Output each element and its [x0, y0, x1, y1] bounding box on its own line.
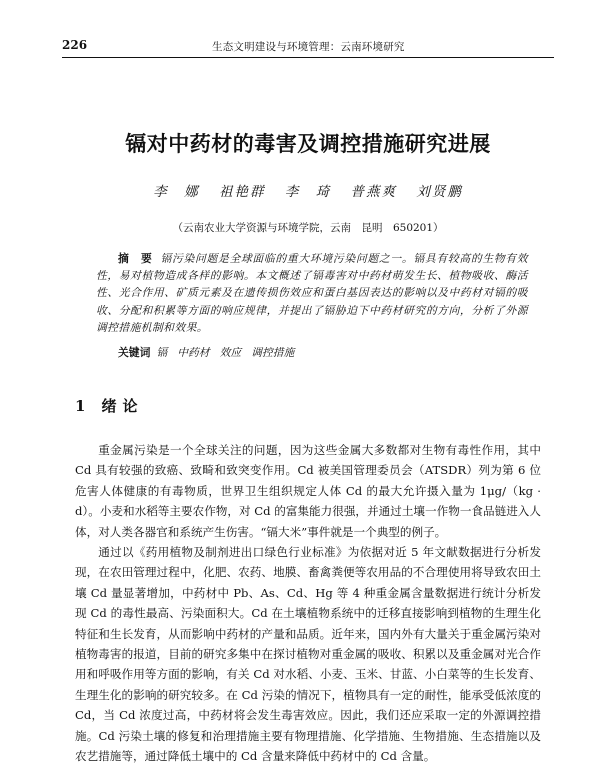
running-title: 生态文明建设与环境管理：云南环境研究	[212, 41, 405, 53]
keyword: 镉	[156, 346, 168, 359]
section-heading	[75, 396, 143, 416]
affiliation: （云南农业大学资源与环境学院，云南 昆明 650201）	[172, 222, 444, 234]
body-text	[75, 440, 541, 767]
keywords-label: 关键词	[118, 346, 151, 359]
paragraph: 通过以《药用植物及制剂进出口绿色行业标准》为依据对近 5 年文献数据进行分析发现，在农田管理过程中，化肥、农药、地膜、畜禽粪便等农用品的不合理使用将导致农田土壤 Cd 量显著增加，中药材中 Pb、As、Cd、Hg 等 4 种重金属含量数据进行统计分析发现 Cd 的毒性最高、污染面积大。Cd 在土壤植物系统中的迁移直接影响到植物的生理生化特征和生长发育，从而影响中药材的产量和品质。近年来，国内外有大量关于重金属污染对植物毒害的报道，目前的研究多集中在探讨植物对重金属的吸收、积累以及重金属对光合作用和呼吸作用等方面的影响，有关 Cd 对水稻、小麦、玉米、甘蓝、小白菜等的生长发育、生理生化的影响的研究较多。在 Cd 污染的情况下，植物具有一定的耐性，能承受低浓度的 Cd，当 Cd 浓度过高，中药材将会发生毒害效应。因此，我们还应采取一定的外源调控措施。Cd 污染土壤的修复和治理措施主要有物理措施、化学措施、生物措施、生态措施以及农艺措施等，通过降低土壤中的 Cd 含量来降低中药材中的 Cd 含量。	[75, 545, 541, 764]
abstract-label: 摘 要	[118, 252, 153, 265]
section-title: 绪论	[101, 397, 144, 415]
page-header	[62, 38, 554, 54]
author-name: 李 琦	[284, 184, 332, 200]
paragraph: 重金属污染是一个全球关注的问题，因为这些金属大多数都对生物有毒性作用，其中 Cd 具有较强的致癌、致畸和致突变作用。Cd 被美国管理委员会（ATSDR）列为第 6 位危害人体健康的有毒物质，世界卫生组织规定人体 Cd 的最大允许摄入量为 1μg/（kg · d）。小麦和水稻等主要农作物，对 Cd 的富集能力很强，并通过土壤一作物一食品链进入人体，对人类各器官和系统产生伤害。“镉大米”事件就是一个典型的例子。	[75, 443, 541, 539]
abstract	[96, 250, 528, 336]
keyword: 效应	[219, 346, 242, 359]
abstract-text: 镉污染问题是全球面临的重大环境污染问题之一。镉具有较高的生物有效性，易对植物造成各样的影响。本文概述了镉毒害对中药材萌发生长、植物吸收、酶活性、光合作用、矿质元素及在遗传损伤效应和蛋白基因表达的影响以及中药材对镉的吸收、分配和积累等方面的响应规律，并提出了镉胁迫下中药材研究的方向，分析了外源调控措施机制和效果。	[96, 252, 528, 334]
author-name: 刘贤鹏	[416, 184, 463, 200]
section-number: 1	[75, 397, 86, 415]
author-name: 祖艳群	[218, 184, 266, 200]
author-name: 普燕爽	[350, 184, 398, 200]
keywords	[118, 344, 528, 361]
paper-title: 镉对中药材的毒害及调控措施研究进展	[125, 131, 491, 156]
header-rule	[62, 57, 554, 58]
author-name: 李 娜	[153, 184, 200, 200]
keyword: 调控措施	[251, 346, 295, 359]
author-list	[62, 183, 554, 201]
keyword: 中药材	[177, 346, 210, 359]
page-number: 226	[62, 38, 88, 52]
